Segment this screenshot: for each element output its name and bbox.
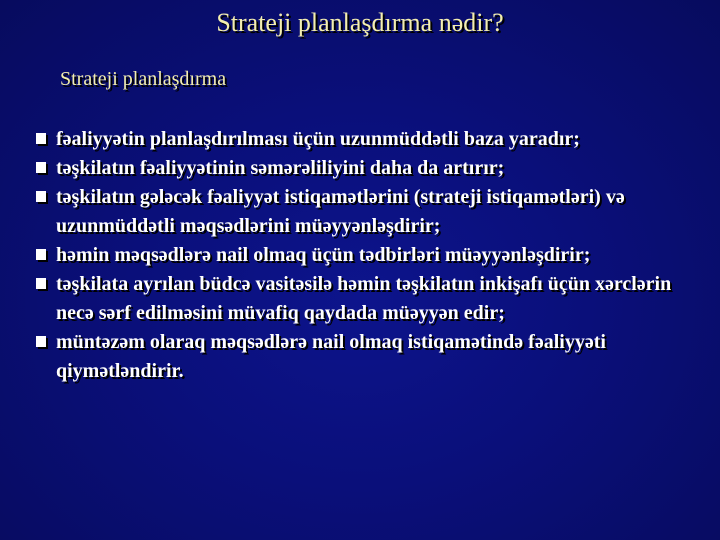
- bullet-text: müntəzəm olaraq məqsədlərə nail olmaq istiqamətində fəaliyyəti qiymətləndirir.: [56, 331, 606, 382]
- slide-title: Strateji planlaşdırma nədir?: [216, 8, 504, 37]
- square-bullet-icon: [36, 278, 46, 289]
- square-bullet-icon: [36, 249, 46, 260]
- bullet-item: [36, 270, 676, 328]
- bullet-item: [36, 154, 676, 183]
- square-bullet-icon: [36, 336, 46, 347]
- square-bullet-icon: [36, 162, 46, 173]
- bullet-text: təşkilatın gələcək fəaliyyət istiqamətlərini (strateji istiqamətləri) və uzunmüddətli məqsədlərini müəyyənləşdirir;: [56, 186, 625, 237]
- slide-subtitle: Strateji planlaşdırma: [60, 68, 227, 90]
- square-bullet-icon: [36, 133, 46, 144]
- bullet-item: [36, 241, 676, 270]
- bullet-text: təşkilatın fəaliyyətinin səmərəliliyini daha da artırır;: [56, 157, 505, 179]
- bullet-item: [36, 183, 676, 241]
- bullet-item: [36, 125, 676, 154]
- bullet-list: [36, 125, 676, 386]
- bullet-text: təşkilata ayrılan büdcə vasitəsilə həmin təşkilatın inkişafı üçün xərclərin necə sərf edilməsini müvafiq qaydada müəyyən edir;: [56, 273, 672, 324]
- square-bullet-icon: [36, 191, 46, 202]
- bullet-item: [36, 328, 676, 386]
- bullet-text: həmin məqsədlərə nail olmaq üçün tədbirləri müəyyənləşdirir;: [56, 244, 591, 266]
- bullet-text: fəaliyyətin planlaşdırılması üçün uzunmüddətli baza yaradır;: [56, 128, 580, 150]
